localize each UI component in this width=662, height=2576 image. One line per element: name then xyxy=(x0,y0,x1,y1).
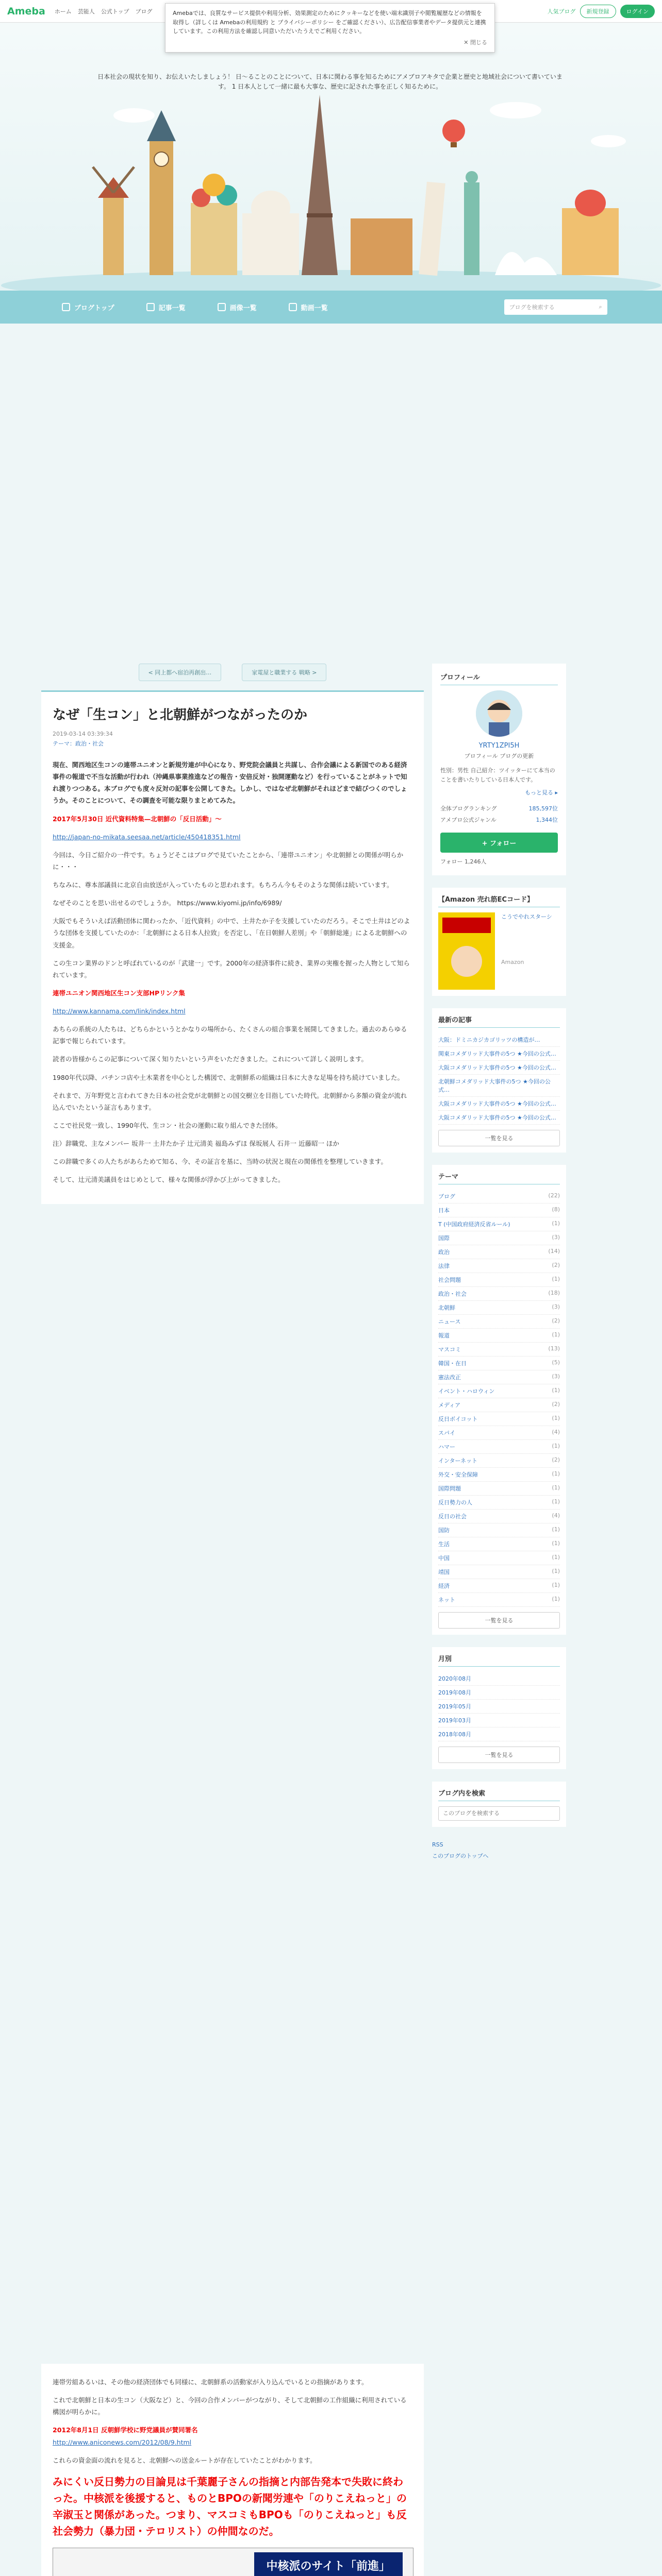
article-paragraph: この生コン業界のドンと呼ばれているのが「武建一」です。2000年の経済事件に続き、業界の実権を握った人物として知られています。 xyxy=(53,959,410,979)
nav-official[interactable]: 公式トップ xyxy=(101,8,129,15)
theme-name: 北朝鮮 xyxy=(438,1304,455,1312)
theme-count: (1) xyxy=(552,1220,560,1227)
profile-heading: プロフィール xyxy=(440,672,558,685)
amazon-label: Amazon xyxy=(501,958,524,965)
prev-entry-link[interactable]: < 同上都へ宿泊再創出… xyxy=(139,664,222,681)
theme-count: (4) xyxy=(552,1512,560,1519)
theme-count: (1) xyxy=(552,1582,560,1589)
theme-count: (1) xyxy=(552,1526,560,1533)
theme-count: (4) xyxy=(552,1429,560,1436)
cookie-notice xyxy=(165,3,495,53)
amazon-item[interactable] xyxy=(438,912,560,990)
article-paragraph: なぜそのことを思い出せるのでしょうか。 https://www.kiyomi.jp/info/6989/ xyxy=(53,899,282,907)
theme-name: ニュース xyxy=(438,1318,461,1326)
theme-name: 反日ボイコット xyxy=(438,1416,478,1423)
theme-name: 生活 xyxy=(438,1541,450,1548)
theme-name: 中国 xyxy=(438,1555,450,1562)
global-nav xyxy=(55,7,153,15)
nav-celebrity[interactable]: 芸能人 xyxy=(77,8,95,15)
recent-entry[interactable]: 大阪：ドミニカジカゴリッツの構造が… xyxy=(438,1033,560,1047)
followers-count[interactable]: フォロー 1,246人 xyxy=(440,858,487,866)
theme-name: ネット xyxy=(438,1597,455,1604)
theme-item[interactable] xyxy=(438,1551,560,1565)
register-button[interactable]: 新規登録 xyxy=(580,5,616,18)
article-paragraph: これらの資金面の流れを見ると、北朝鮮への送金ルートが存在していたことがわかります。 xyxy=(53,2456,317,2464)
theme-name: 政治・社会 xyxy=(438,1291,467,1298)
theme-item[interactable] xyxy=(438,1273,560,1287)
monthly-archive xyxy=(432,1647,566,1769)
theme-name: 国際 xyxy=(438,1235,450,1242)
blog-navbar xyxy=(0,291,662,324)
follow-button[interactable]: + フォロー xyxy=(440,833,558,853)
theme-item[interactable] xyxy=(438,1329,560,1343)
ranking-row xyxy=(440,814,558,825)
profile-more-link[interactable]: もっと見る ▸ xyxy=(524,789,558,796)
article-image[interactable] xyxy=(53,2548,413,2576)
article-paragraph: この辞職で多くの人たちがあらためて知る、今、その証言を基に、当時の状況と現在の関係性を整理していきます。 xyxy=(53,1158,388,1166)
article-link[interactable]: http://www.kannama.com/link/index.html xyxy=(53,1007,186,1015)
theme-item[interactable] xyxy=(438,1496,560,1510)
theme-count: (1) xyxy=(552,1596,560,1603)
theme-name: スパイ xyxy=(438,1430,455,1437)
theme-count: (2) xyxy=(552,1456,560,1464)
theme-name: イベント・ハロウィン xyxy=(438,1388,495,1395)
themes-heading: テーマ xyxy=(438,1171,560,1184)
sidebar xyxy=(432,664,566,1862)
article-red-heading: 2017年5月30日 近代資料特集—北朝鮮の「反日活動」～ xyxy=(53,815,222,823)
month-link[interactable]: 2020年08月 xyxy=(438,1672,560,1686)
recent-more-button[interactable]: 一覧を見る xyxy=(438,1130,560,1146)
rss-link[interactable]: RSS xyxy=(432,1841,443,1849)
rank-value[interactable]: 1,344位 xyxy=(536,817,558,824)
article-red-heading: 2012年8月1日 反朝鮮学校に野党議員が賛同署名 xyxy=(53,2426,198,2434)
theme-name: 報道 xyxy=(438,1332,450,1340)
theme-item[interactable] xyxy=(438,1301,560,1315)
month-link[interactable]: 2019年03月 xyxy=(438,1714,560,1727)
article-paragraph: 連帯労組あるいは、その他の経済団体でも同様に、北朝鮮系の活動家が入り込んでいるとの指摘があります。 xyxy=(53,2378,368,2386)
skyline-illustration xyxy=(0,84,662,291)
avatar[interactable] xyxy=(476,690,522,737)
theme-count: (2) xyxy=(552,1401,560,1408)
theme-item[interactable] xyxy=(438,1384,560,1398)
blog-top-link[interactable]: このブログのトップへ xyxy=(432,1853,489,1860)
theme-name: 日本 xyxy=(438,1207,450,1214)
theme-item[interactable] xyxy=(438,1315,560,1329)
video-icon xyxy=(289,303,297,311)
theme-count: (1) xyxy=(552,1387,560,1394)
cookie-notice-text: Amebaでは、良質なサービス提供や利用分析、効果測定のためにクッキーなどを使い端末識別子や閲覧履歴などの情報を取得し（詳しくは Amebaの利用規約 と プライバシーポリシー をご確認ください）、広告配信事業者やデータ提供元と連携しています。この利用方法を確認し同意いただいたうえでご利用ください。 xyxy=(173,10,486,35)
article-paragraph: 1980年代以降、パチンコ店や土木業者を中心とした構図で、北朝鮮系の組織は日本に大きな足場を持ち続けていました。 xyxy=(53,1073,404,1081)
theme-item[interactable] xyxy=(438,1440,560,1454)
theme-item[interactable] xyxy=(438,1370,560,1384)
rank-label: 全体ブログランキング xyxy=(440,805,497,812)
theme-item[interactable] xyxy=(438,1482,560,1496)
theme-item[interactable] xyxy=(438,1245,560,1259)
theme-name: ハマー xyxy=(438,1444,455,1451)
search-icon[interactable]: ⌕ xyxy=(599,303,602,310)
theme-name: マスコミ xyxy=(438,1346,461,1353)
nav-entry-list-label: 記事一覧 xyxy=(158,304,186,312)
recent-entry[interactable]: 大阪コメダリッド大事件の5つ ★今回の公式… xyxy=(438,1111,560,1125)
article-link[interactable]: http://japan-no-mikata.seesaa.net/article/450418351.html xyxy=(53,833,241,841)
article-title: なぜ「生コン」と北朝鮮がつながったのか xyxy=(53,707,308,723)
theme-name: 反日の社会 xyxy=(438,1513,467,1520)
image-icon xyxy=(218,303,226,311)
theme-name: T (中国政府経済反省ルール) xyxy=(438,1221,510,1228)
theme-count: (1) xyxy=(552,1540,560,1547)
nav-image-list-label: 画像一覧 xyxy=(229,304,257,312)
theme-item[interactable] xyxy=(438,1579,560,1593)
amazon-heading: 【Amazon 売れ筋ECコード】 xyxy=(438,894,560,907)
theme-count: (2) xyxy=(552,1317,560,1325)
theme-item[interactable] xyxy=(438,1510,560,1523)
theme-item[interactable] xyxy=(438,1426,560,1440)
theme-name: 国際問題 xyxy=(438,1485,461,1493)
article-paragraph: ここで社民党一致し、1990年代、生コン・社会の運動に取り組んできた団体。 xyxy=(53,1121,282,1129)
theme-count: (1) xyxy=(552,1568,560,1575)
rank-label: アメブロ公式ジャンル xyxy=(440,817,496,824)
theme-name: 国防 xyxy=(438,1527,450,1534)
theme-count: (1) xyxy=(552,1276,560,1283)
image-caption-title: 中核派のサイト「前進」 xyxy=(254,2552,403,2576)
article-paragraph: それまで、万年野党と言われてきた日本の社会党が北朝鮮との国交樹立を目指していた時代。北朝鮮から多額の資金が流れ込んでいたという証言もあります。 xyxy=(53,1091,407,1111)
theme-item[interactable] xyxy=(438,1412,560,1426)
theme-count: (1) xyxy=(552,1415,560,1422)
months-more-button[interactable]: 一覧を見る xyxy=(438,1747,560,1763)
theme-count: (8) xyxy=(552,1206,560,1213)
theme-count: (3) xyxy=(552,1373,560,1380)
themes-more-button[interactable]: 一覧を見る xyxy=(438,1612,560,1629)
nav-home[interactable]: ホーム xyxy=(54,8,72,15)
blog-header xyxy=(0,23,662,291)
article-paragraph: 読者の皆様からこの記事について深く知りたいという声をいただきました。これについて詳しく説明します。 xyxy=(53,1055,368,1063)
profile-description: 性別：男性 自己紹介：ツイッターにて本当のことを書いたりしている日本人です。 xyxy=(440,767,555,783)
theme-count: (13) xyxy=(548,1345,560,1352)
sidebar-search-input[interactable] xyxy=(438,1806,560,1821)
nav-blog[interactable]: ブログ xyxy=(135,8,153,15)
theme-name: 靖国 xyxy=(438,1569,450,1576)
entry-pager xyxy=(41,664,424,681)
amazon-item-title[interactable]: こうでやれスターシ xyxy=(501,913,552,921)
article-paragraph: 現在、関西地区生コンの連帯ユニオンと新規労連が中心になり、野党院会議員と共謀し、合作会議による新国でのある経済事件の報道で不当な活動が行われ（沖縄県事業推進などの報告・安倍反対・独開運動など）を行っていることがネットで知れ渡りつつある。本ブログでも度々反対の記事を公開してきた。しかし、ではなぜ北朝鮮がそれほどまで結びつくのでしょうか。そのことについて、その調査を可能な限りまとめてみた。 xyxy=(53,761,407,805)
theme-count: (18) xyxy=(548,1290,560,1297)
nav-image-list[interactable] xyxy=(218,302,257,312)
article-paragraph: あちらの系統の人たちは、どちらかというとかなりの場所から、たくさんの組合事業を展開してきました。過去のあらゆる記事で報じられています。 xyxy=(53,1025,407,1045)
theme-name: インターネット xyxy=(438,1458,478,1465)
theme-item[interactable] xyxy=(438,1537,560,1551)
theme-name: 政治 xyxy=(438,1249,450,1256)
article-paragraph: ちなみに、尊本部議員に北京自由放送が入っていたものと思われます。もちろん今もそのような関係は続いています。 xyxy=(53,881,393,889)
book-cover-image xyxy=(438,912,495,990)
nav-blog-top[interactable] xyxy=(62,302,114,312)
month-link[interactable]: 2018年08月 xyxy=(438,1727,560,1741)
recent-entries xyxy=(432,1008,566,1153)
theme-count: (1) xyxy=(552,1484,560,1492)
recent-entry[interactable]: 大阪コメダリッド大事件の5つ ★今回の公式… xyxy=(438,1097,560,1111)
article-date: 2019-03-14 03:39:34 xyxy=(53,731,113,737)
article-paragraph: 注）辞職党、主なメンバー 坂井一 土井たか子 辻元清美 福島みずほ 保坂展人 石井一 近藤昭一 ほか xyxy=(53,1140,339,1147)
recent-heading: 最新の記事 xyxy=(438,1014,560,1028)
profile-links[interactable]: プロフィール ブログの更新 xyxy=(464,753,534,759)
month-link[interactable]: 2019年05月 xyxy=(438,1700,560,1714)
recent-entry[interactable]: 大阪コメダリッド大事件の5つ ★今回の公式… xyxy=(438,1061,560,1075)
next-entry-link[interactable]: 家電屋と職業する 戦略 > xyxy=(242,664,326,681)
article-link[interactable]: http://www.aniconews.com/2012/08/9.html xyxy=(53,2438,192,2446)
blog-description: 日本社会の現状を知り、お伝えいたしましょう！ 日〜ることのことについて、日本に関わる事を知るためにアメブロアキタで企業と歴史と地域社会について書いています。 1 日本人として一緒に最も大事な、歴史に記された事を正しく知るために。 xyxy=(97,73,562,91)
login-button[interactable]: ログイン xyxy=(620,5,655,18)
article-paragraph: 今回は、今日ご紹介の一件です。ちょうどそこはブログで見ていたことから、「連帯ユニオン」や北朝鮮との関係が明らかに・・・ xyxy=(53,851,404,871)
theme-count: (1) xyxy=(552,1498,560,1505)
blog-search-box[interactable] xyxy=(504,299,607,315)
profile-box xyxy=(432,664,566,875)
theme-item[interactable] xyxy=(438,1357,560,1370)
theme-name: 経済 xyxy=(438,1583,450,1590)
nav-video-list[interactable] xyxy=(289,302,328,312)
theme-count: (14) xyxy=(548,1248,560,1255)
article-emphasis: みにくい反日勢力の目論見は千葉麗子さんの指摘と内部告発本で失敗に終わった。中核派を後援すると、ものとBPOの新聞労連や「のりこえねっと」の辛淑玉と関係があった。つまり、マスコミもBPOも「のりこえねっと」も反社会勢力（暴力団・テロリスト）の仲間なのだ。 xyxy=(53,2475,407,2537)
theme-count: (3) xyxy=(552,1234,560,1241)
amazon-widget xyxy=(432,888,566,996)
list-icon xyxy=(146,303,155,311)
theme-count: (2) xyxy=(552,1262,560,1269)
bottom-links xyxy=(432,1839,566,1862)
popular-blog-link[interactable]: 人気ブログ xyxy=(547,8,576,15)
top-right-actions xyxy=(548,5,655,18)
rank-value[interactable]: 185,597位 xyxy=(528,805,558,812)
theme-item[interactable] xyxy=(438,1190,560,1204)
themes-list xyxy=(432,1165,566,1635)
theme-count: (5) xyxy=(552,1359,560,1366)
article-paragraph: そして、辻元清美議員をはじめとして、様々な関係が浮かび上がってきました。 xyxy=(53,1176,285,1184)
theme-count: (3) xyxy=(552,1303,560,1311)
theme-name: 外交・安全保障 xyxy=(438,1471,478,1479)
close-label[interactable]: 閉じる xyxy=(470,39,487,46)
month-link[interactable]: 2019年08月 xyxy=(438,1686,560,1700)
theme-item[interactable] xyxy=(438,1398,560,1412)
recent-entry[interactable]: 北朝鮮コメダリッド大事件の5つ ★今回の公式… xyxy=(438,1075,560,1097)
blog-search-widget xyxy=(432,1782,566,1827)
article-paragraph: 大阪でもそういえば活動団体に関わったか、「近代資料」の中で、土井たか子を支援していたのだろう。そこで土井はどのような団体を支援していたのか：「北朝鮮による日本人拉致」を否定し、「在日朝鮮人差別」や「朝鮮総連」による北朝鮮への支援金。 xyxy=(53,917,410,949)
theme-item[interactable] xyxy=(438,1231,560,1245)
theme-name: 法律 xyxy=(438,1263,450,1270)
theme-name: 社会問題 xyxy=(438,1277,461,1284)
theme-name: 反日勢力の人 xyxy=(438,1499,472,1506)
theme-count: (1) xyxy=(552,1470,560,1478)
recent-entry[interactable]: 関東コメダリッド大事件の5つ ★今回の公式… xyxy=(438,1047,560,1061)
cookie-notice-close[interactable]: ✕ 閉じる xyxy=(464,39,487,46)
theme-item[interactable] xyxy=(438,1343,560,1357)
nav-blog-top-label: ブログトップ xyxy=(74,304,114,312)
search-heading: ブログ内を検索 xyxy=(438,1788,560,1801)
avatar-image xyxy=(476,690,522,737)
theme-item[interactable] xyxy=(438,1217,560,1231)
blog-search-placeholder: ブログを検索する xyxy=(509,304,555,311)
theme-name: ブログ xyxy=(438,1193,455,1200)
theme-item[interactable] xyxy=(438,1287,560,1301)
theme-item[interactable] xyxy=(438,1259,560,1273)
theme-item[interactable] xyxy=(438,1204,560,1217)
nav-video-list-label: 動画一覧 xyxy=(301,304,328,312)
theme-item[interactable] xyxy=(438,1523,560,1537)
theme-name: メディア xyxy=(438,1402,461,1409)
profile-name[interactable]: YRTY1ZPI5H xyxy=(478,742,520,750)
followers-row xyxy=(440,856,558,867)
theme-item[interactable] xyxy=(438,1593,560,1607)
article-red-heading: 連帯ユニオン関西地区生コン支部HPリンク集 xyxy=(53,989,185,997)
theme-count: (22) xyxy=(548,1192,560,1199)
ameba-logo[interactable]: Ameba xyxy=(7,5,45,17)
article xyxy=(41,690,424,1204)
theme-item[interactable] xyxy=(438,1565,560,1579)
theme-count: (1) xyxy=(552,1331,560,1338)
theme-item[interactable] xyxy=(438,1454,560,1468)
theme-count: (1) xyxy=(552,1554,560,1561)
theme-item[interactable] xyxy=(438,1468,560,1482)
article-theme[interactable]: テーマ：政治・社会 xyxy=(53,740,104,747)
article-paragraph: これで北朝鮮と日本の生コン（大阪など）と、今回の合作メンバーがつながり、そして北朝鮮の工作組織に利用されている構図が明らかに。 xyxy=(53,2396,407,2416)
article-continued xyxy=(41,2364,424,2576)
theme-name: 韓国・在日 xyxy=(438,1360,467,1367)
main-column xyxy=(41,664,424,1204)
months-heading: 月別 xyxy=(438,1653,560,1667)
ranking-row xyxy=(440,803,558,814)
theme-name: 憲法改正 xyxy=(438,1374,461,1381)
theme-count: (1) xyxy=(552,1443,560,1450)
home-icon xyxy=(62,303,70,311)
nav-entry-list[interactable] xyxy=(146,302,186,312)
